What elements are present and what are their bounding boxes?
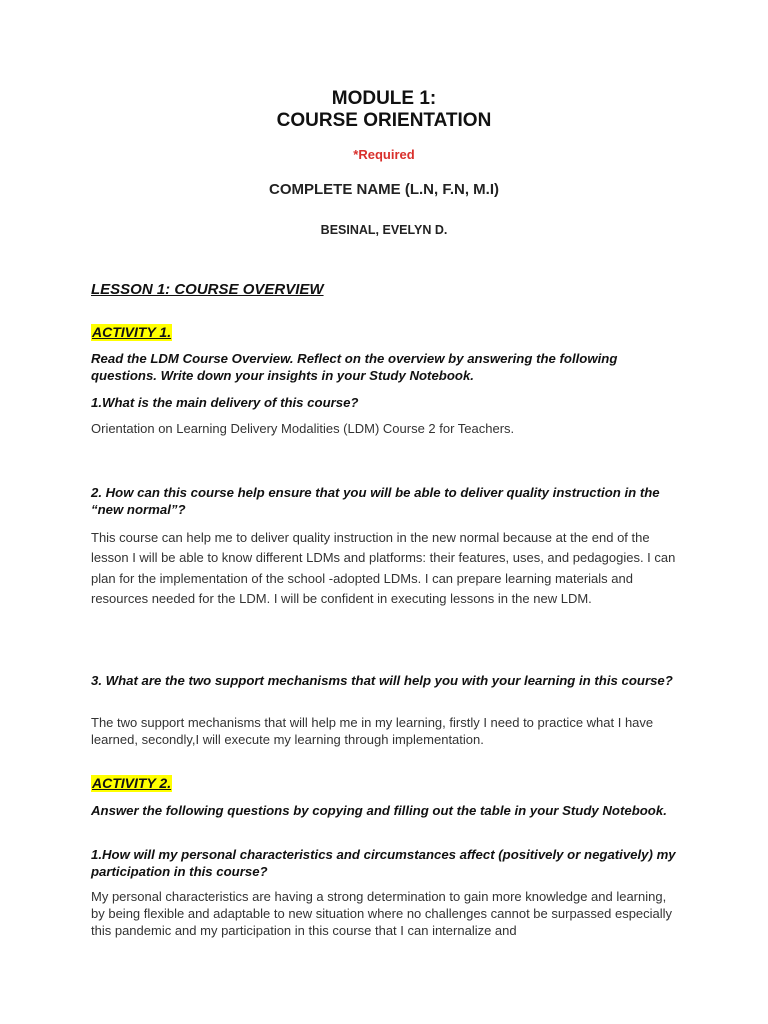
module-title: COURSE ORIENTATION: [276, 110, 492, 131]
activity-2-answer-1: My personal characteristics are having a strong determination to gain more knowledge and learning, by being flexible and adaptable to new situation where no challenges cannot be surpassed especially this pandemic and my participation in this course that I can internalize and: [91, 889, 673, 938]
question-1: 1.What is the main delivery of this course?: [91, 395, 359, 410]
question-3: 3. What are the two support mechanisms that will help you with your learning in this course?: [91, 673, 673, 688]
activity-2-question-1: 1.How will my personal characteristics and circumstances affect (positively or negatively) my participation in this course?: [91, 847, 676, 879]
name-field-value: BESINAL, EVELYN D.: [320, 223, 448, 237]
lesson-title: LESSON 1: COURSE OVERVIEW: [91, 281, 324, 298]
name-field-label: COMPLETE NAME (L.N, F.N, M.I): [269, 181, 499, 198]
module-number: MODULE 1:: [331, 88, 437, 109]
activity-2-label: ACTIVITY 2.: [92, 775, 172, 791]
question-2: 2. How can this course help ensure that you will be able to deliver quality instruction in the “new normal”?: [91, 485, 660, 517]
activity-2-instruction: Answer the following questions by copying and filling out the table in your Study Notebook.: [91, 803, 667, 818]
activity-1-instruction: Read the LDM Course Overview. Reflect on the overview by answering the following questions. Write down your insights in your Study Notebook.: [91, 351, 618, 383]
required-indicator: *Required: [353, 147, 415, 162]
answer-2: This course can help me to deliver quality instruction in the new normal because at the end of the lesson I will be able to know different LDMs and platforms: their features, uses, and pedagogies. I can plan for the implementation of the school -adopted LDMs. I can prepare learning materials and resources needed for the LDM. I will be confident in executing lessons in the new LDM.: [91, 530, 676, 606]
activity-1-label: ACTIVITY 1.: [92, 324, 172, 340]
answer-3: The two support mechanisms that will help me in my learning, firstly I need to practice what I have learned, secondly,I will execute my learning through implementation.: [91, 715, 654, 747]
answer-1: Orientation on Learning Delivery Modalities (LDM) Course 2 for Teachers.: [91, 421, 515, 436]
